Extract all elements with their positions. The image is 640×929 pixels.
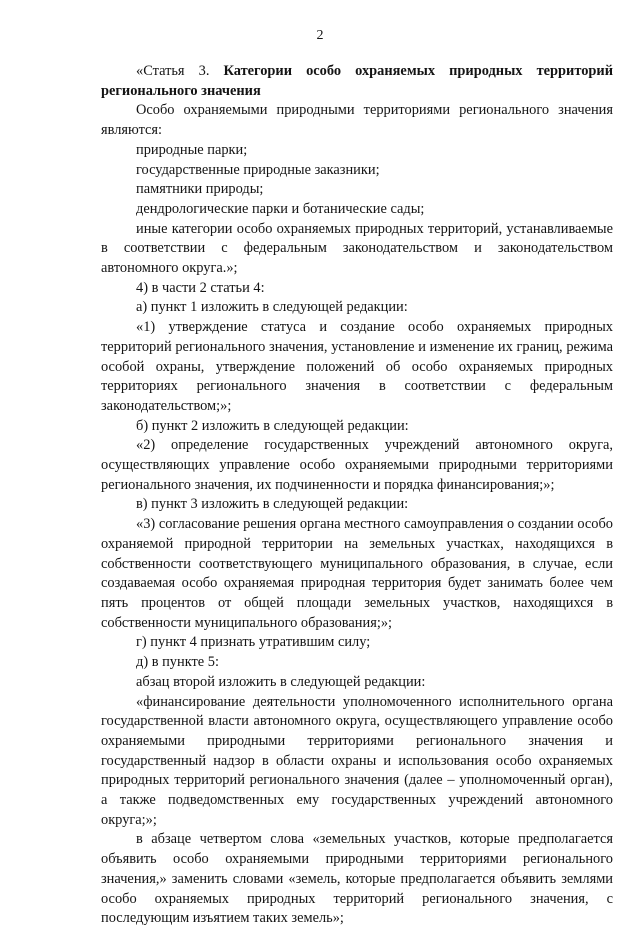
list-item: природные парки; [136, 141, 248, 158]
paragraph: 4) в части 2 статьи 4: [136, 279, 265, 296]
paragraph: «1) утверждение статуса и создание особо охраняемых природных территорий регионального значения, установление и изменение их границ, режима особой охраны, утверждение положений об особо охраняемых природных территориях регионального значения в соответствии с федеральным законодательством;»; [101, 319, 613, 414]
paragraph: в) пункт 3 изложить в следующей редакции: [136, 496, 409, 513]
article-heading [101, 62, 613, 101]
document-body [101, 62, 613, 929]
list-item: дендрологические парки и ботанические сады; [136, 200, 425, 217]
article-title: Категории особо охраняемых природных территорий регионального значения [101, 63, 613, 99]
paragraph: в абзаце четвертом слова «земельных участков, которые предполагается объявить особо охраняемыми природными территориями регионального значения,» заменить словами «земель, которые предполагается объявить землями особо охраняемых природных территорий регионального значения, с последующим изъятием таких земель»; [101, 831, 613, 927]
paragraph: «финансирование деятельности уполномоченного исполнительного органа государственной власти автономного округа, осуществляющего управление особо охраняемыми природными территориями регионального значения и государственный надзор в области охраны и использования особо охраняемых природных территорий регионального значения (далее – уполномоченный орган), а также подведомственных ему государственных учреждений автономного округа;»; [101, 693, 613, 828]
paragraph: д) в пункте 5: [136, 654, 219, 671]
paragraph: иные категории особо охраняемых природных территорий, устанавливаемые в соответствии с федеральным законодательством и законодательством автономного округа.»; [101, 220, 613, 277]
paragraph: абзац второй изложить в следующей редакции: [136, 673, 426, 690]
list-item: государственные природные заказники; [136, 161, 380, 178]
paragraph: «2) определение государственных учреждений автономного округа, осуществляющих управление особо охраняемыми природными территориями регионального значения, их подчиненности и порядка финансирования;»; [101, 437, 613, 493]
article-prefix: «Статья 3. [136, 63, 224, 79]
paragraph: г) пункт 4 признать утратившим силу; [136, 634, 371, 651]
page-number: 2 [316, 28, 324, 43]
paragraph: б) пункт 2 изложить в следующей редакции: [136, 417, 409, 434]
paragraph: Особо охраняемыми природными территориями регионального значения являются: [101, 102, 613, 139]
paragraph: а) пункт 1 изложить в следующей редакции: [136, 299, 408, 316]
list-item: памятники природы; [136, 181, 264, 198]
paragraph: «3) согласование решения органа местного самоуправления о создании особо охраняемой природной территории на земельных участках, находящихся в собственности соответствующего муниципального образования, в случае, если создаваемая особо охраняемая природная территория будет занимать более чем пять процентов от общей площади земельных участков, находящихся в собственности муниципального образования;»; [101, 516, 613, 631]
